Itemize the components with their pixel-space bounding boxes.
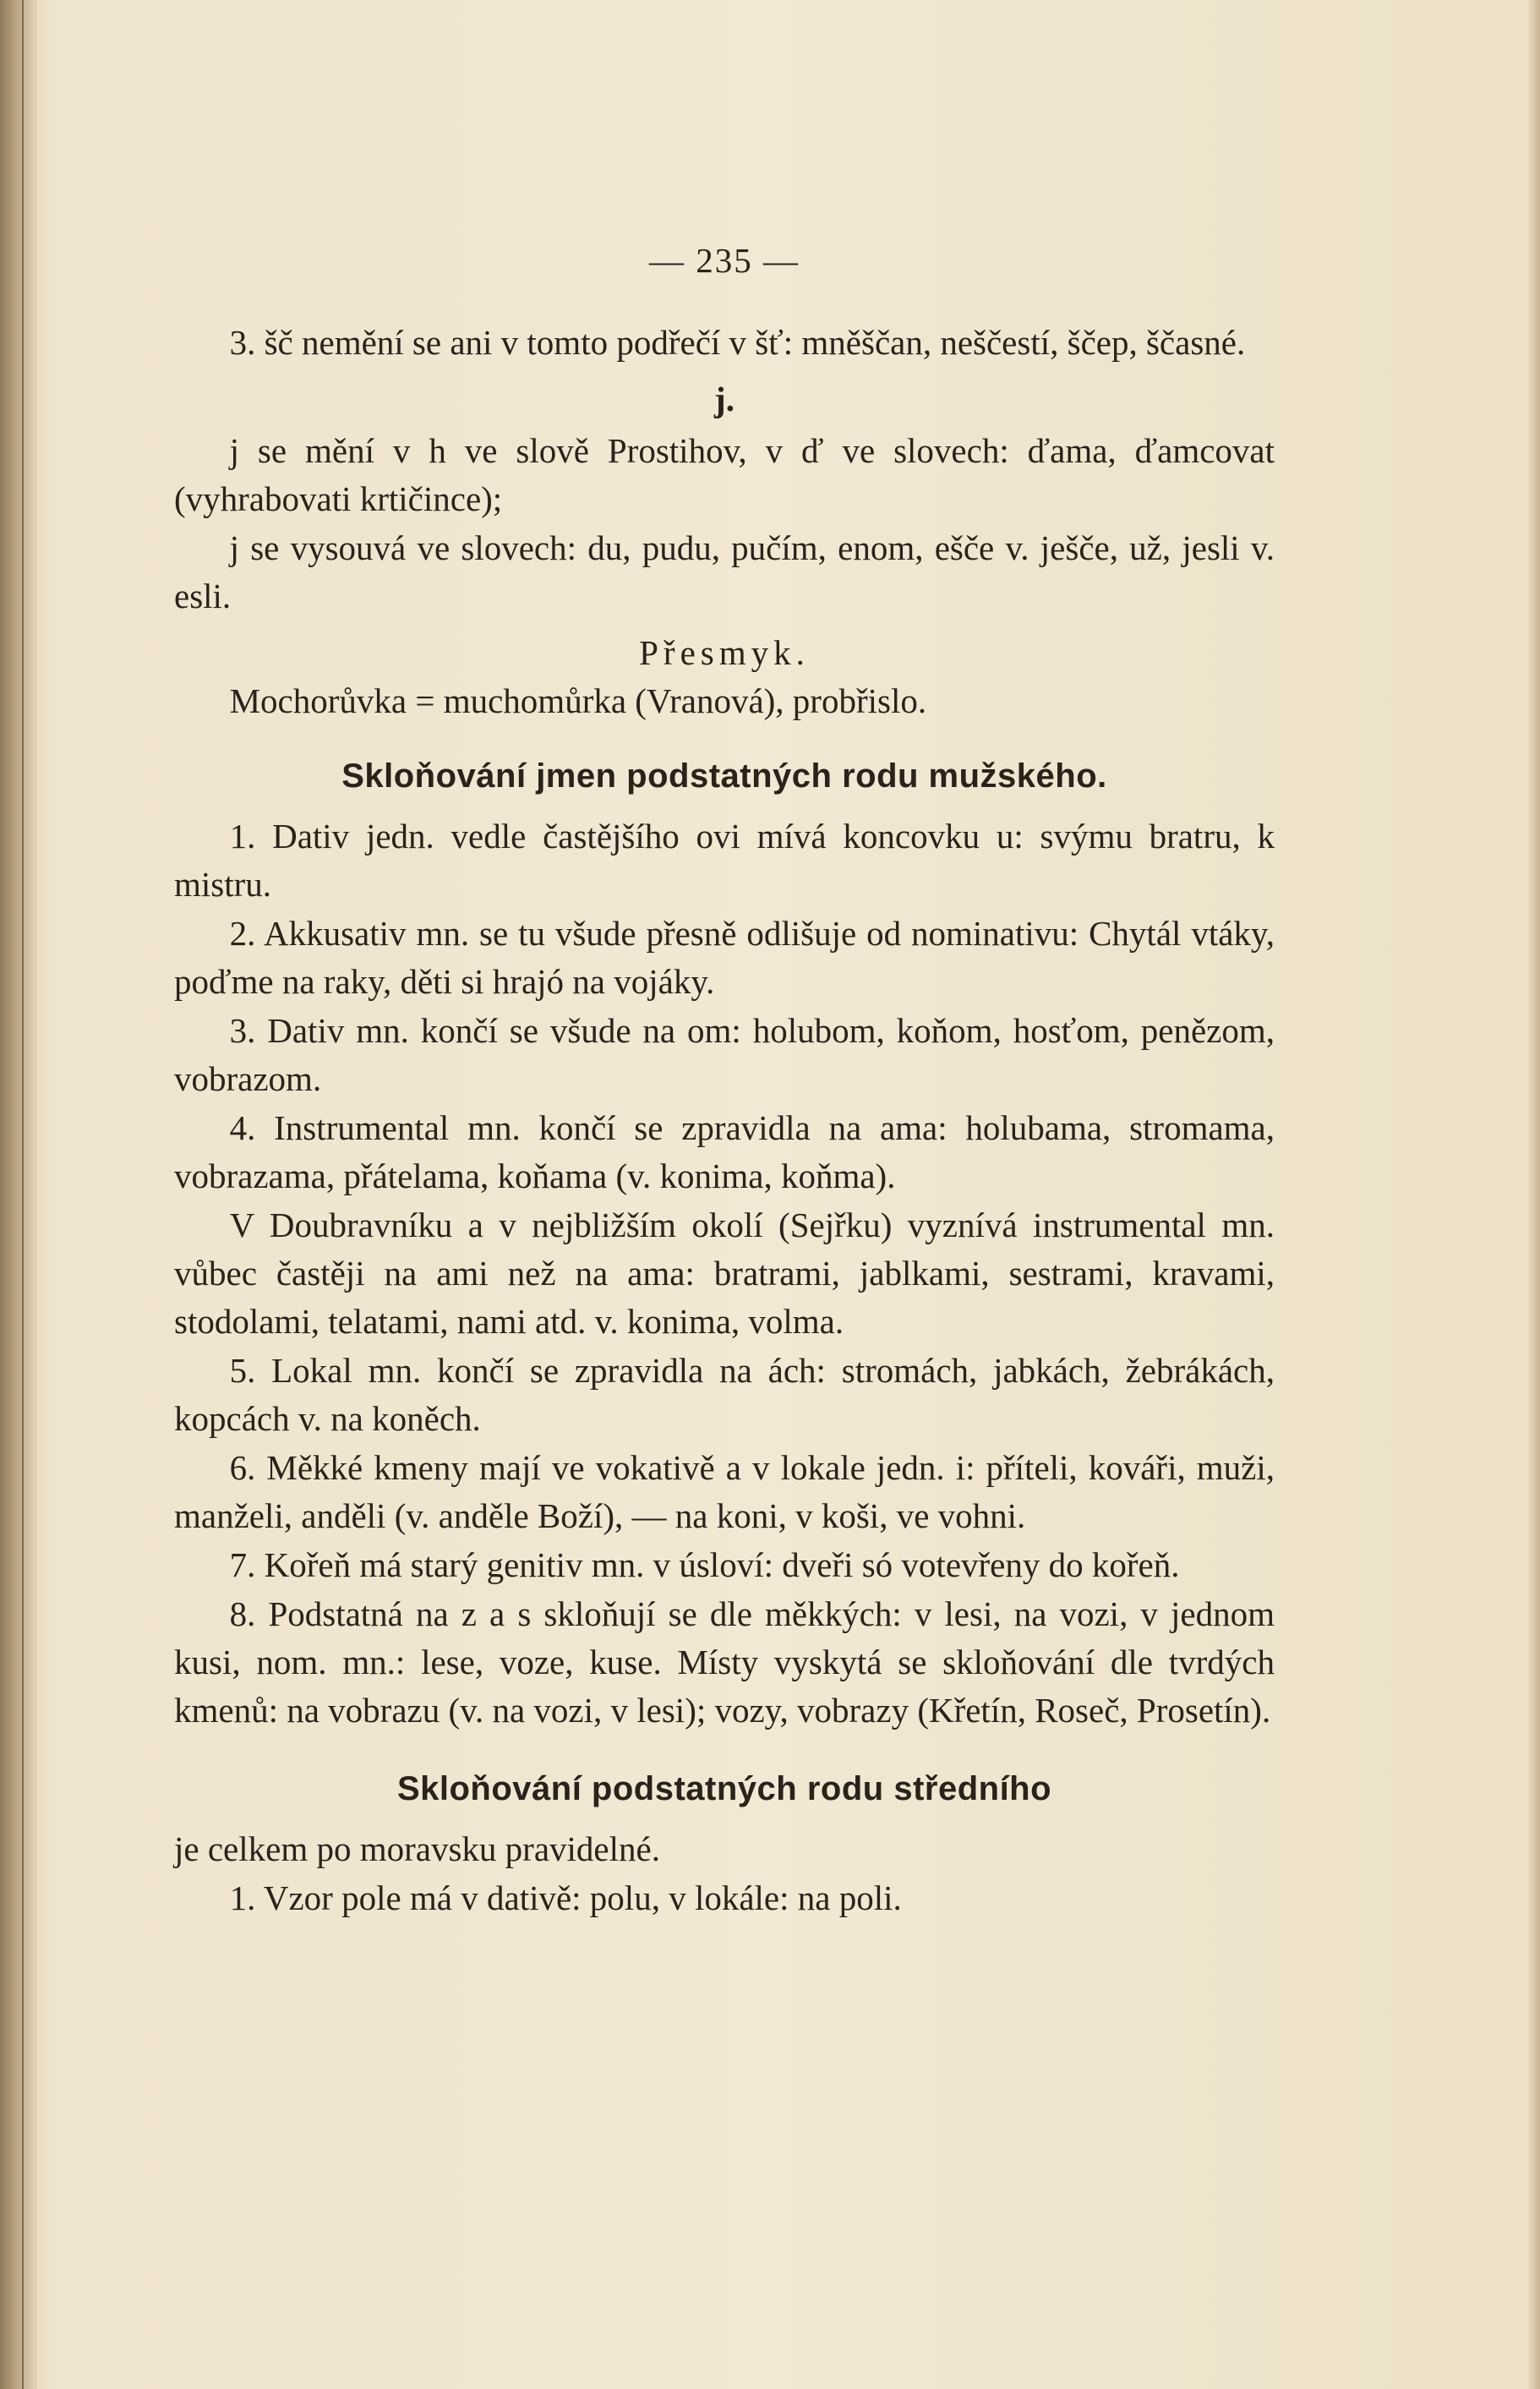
book-binding — [0, 0, 37, 2389]
paragraph-j-change: j se mění v h ve slově Prostihov, v ď ve slovech: ďama, ďamcovat (vyhrabovati krtičince); — [174, 431, 1275, 518]
paragraph-presmyk: Mochorůvka = muchomůrka (Vranová), probřislo. — [229, 681, 927, 720]
paragraph-masc-5: 5. Lokal mn. končí se zpravidla na ách: stromách, jabkách, žebrákách, kopcách v. na koněch. — [174, 1351, 1275, 1438]
section-heading-masculine: Skloňování jmen podstatných rodu mužského. — [341, 757, 1107, 795]
paragraph-masc-2: 2. Akkusativ mn. se tu všude přesně odlišuje od nominativu: Chytál vtáky, poďme na raky, děti si hrajó na vojáky. — [174, 914, 1275, 1001]
paragraph-masc-8: 8. Podstatná na z a s skloňují se dle měkkých: v lesi, na vozi, v jednom kusi, nom. mn.: lese, voze, kuse. Místy vyskytá se skloňování dle tvrdých kmenů: na vobrazu (v. na vozi, v lesi); vozy, vobrazy (Křetín, Roseč, Prosetín). — [174, 1594, 1275, 1730]
spine-line — [22, 0, 24, 2389]
paragraph-masc-3: 3. Dativ mn. končí se všude na om: holubom, koňom, hosťom, penězom, vobrazom. — [174, 1011, 1275, 1098]
paragraph-masc-1: 1. Dativ jedn. vedle častějšího ovi mívá koncovku u: svýmu bratru, k mistru. — [174, 817, 1275, 904]
paragraph-masc-7: 7. Kořeň má starý genitiv mn. v úsloví: dveři só votevřeny do kořeň. — [229, 1545, 1180, 1584]
paragraph-neut-1: 1. Vzor pole má v dativě: polu, v lokále: na poli. — [229, 1878, 902, 1917]
paragraph-masc-6: 6. Měkké kmeny mají ve vokativě a v lokale jedn. i: příteli, kováři, muži, manželi, anděli (v. anděle Boží), — na koni, v koši, ve vohni. — [174, 1448, 1275, 1535]
section-heading-presmyk: Přesmyk. — [639, 633, 810, 672]
paragraph-sc: 3. šč nemění se ani v tomto podřečí v šť: mněščan, neščestí, ščep, ščasné. — [229, 323, 1246, 362]
paragraph-j-drop: j se vysouvá ve slovech: du, pudu, pučím, enom, ešče v. ješče, už, jesli v. esli. — [174, 528, 1275, 615]
section-heading-neuter: Skloňování podstatných rodu středního — [396, 1770, 1052, 1807]
page-text-block — [174, 237, 1275, 1923]
paragraph-masc-4b: V Doubravníku a v nejbližším okolí (Sejřku) vyznívá instrumental mn. vůbec častěji na ami než na ama: bratrami, jablkami, sestrami, kravami, stodolami, telatami, nami atd. v. konima, volma. — [174, 1205, 1275, 1341]
paragraph-neut-0: je celkem po moravsku pravidelné. — [174, 1829, 660, 1868]
section-heading-j: j. — [714, 380, 735, 418]
page-edge — [1528, 0, 1540, 2389]
paragraph-masc-4: 4. Instrumental mn. končí se zpravidla na ama: holubama, stromama, vobrazama, přátelama, koňama (v. konima, koňma). — [174, 1108, 1275, 1195]
page-number: — 235 — — [649, 241, 800, 280]
